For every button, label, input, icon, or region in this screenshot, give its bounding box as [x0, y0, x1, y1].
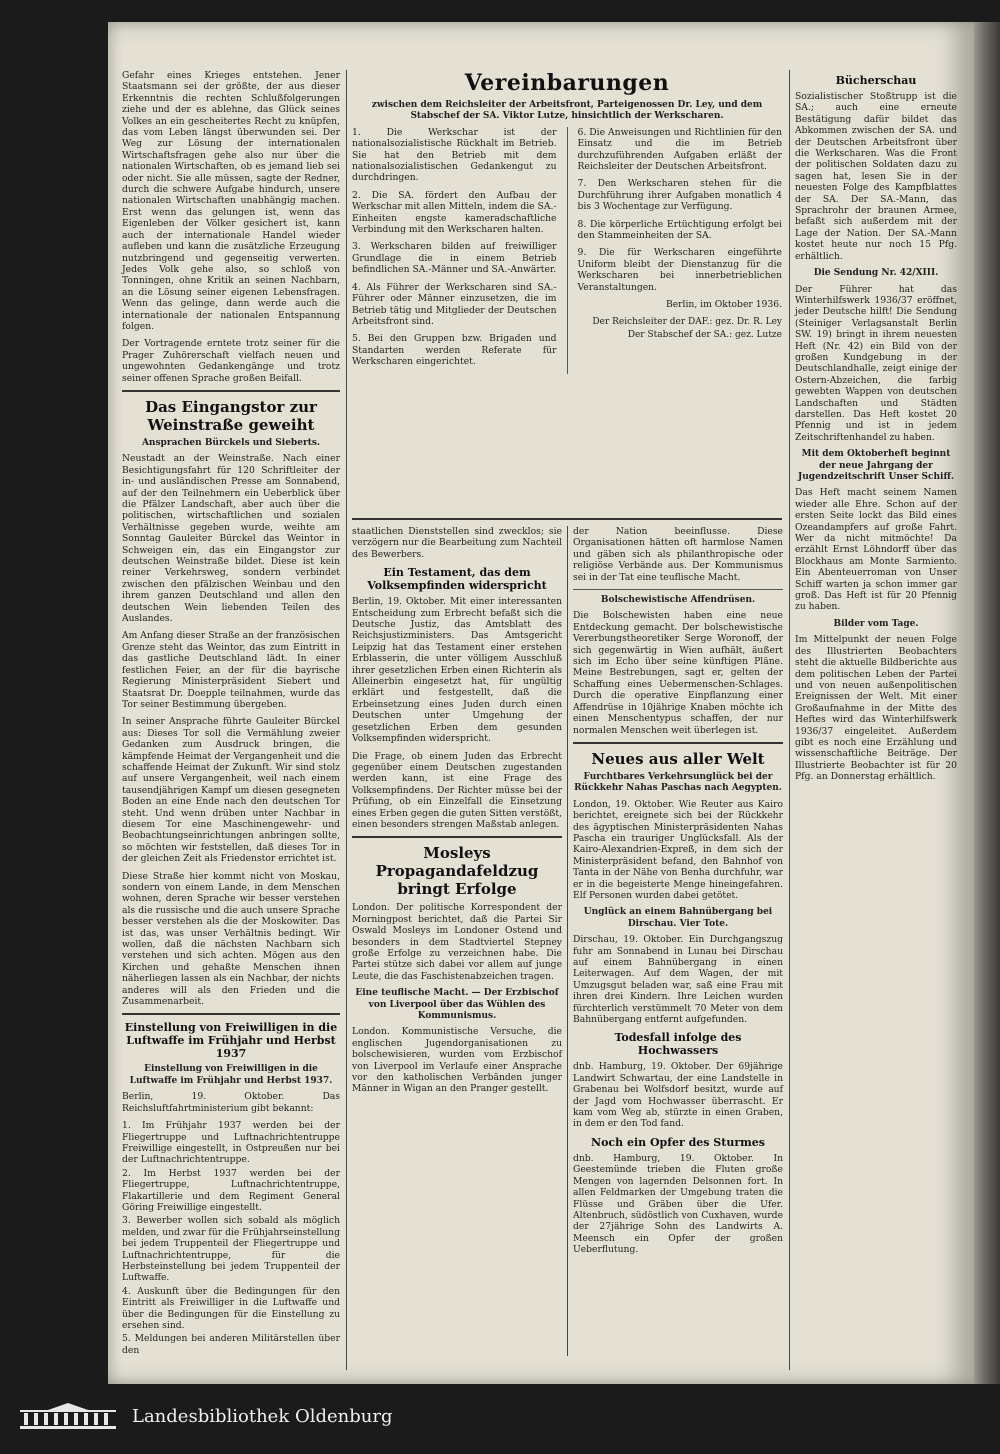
signature-ley: Der Reichsleiter der DAF.: gez. Dr. R. Ley [592, 316, 782, 327]
article-text: In seiner Ansprache führte Gauleiter Bürckel aus: Dieses Tor soll die Vermählung zweier Gedanken zum Ausdruck bringen, die kämpfende Heimat der Vergangenheit und die schaffende Heimat der Zukunft. Wir sind stolz auf unsere Vergangenheit, weil nach einem tausendjährigen Kampf um diesen gesegneten Boden an eine Ende nach den deutschen Tor steht. Und wenn drüben unter Nachbar in diesem Tor eine Maschinengewehr- und Beobachtungseinrichtungen anbringen sollte, so möchten wir feststellen, daß dieses Tor in der gleichen Zeit als Friedenstor errichtet ist. [122, 716, 340, 865]
article-text: Im Mittelpunkt der neuen Folge des Illustrierten Beobachters steht die aktuelle Bildberichte aus dem politischen Leben der Partei und von neuen außenpolitischen Ereignissen der Welt. Mit einer Großaufnahme in der Mitte des Heftes wird das Winterhilfswerk 1936/37 eingeleitet. Außerdem gibt es noch eine Erzählung und wissenschaftliche Beiträge. Der Illustrierte Beobachter ist für 20 Pfg. an Donnerstag erhältlich. [795, 634, 957, 783]
column-2 [352, 526, 562, 1101]
article-text: Gefahr eines Krieges entstehen. Jener Staatsmann sei der größte, der aus dieser Erkenntnis die rechten Schlußfolgerungen ziehe und der es ablehne, das Glück seines Volkes an ein gescheitertes Recht zu knüpfen, das vom Leben längst überwunden sei. Der Weg zur Lösung der internationalen Wirtschaftsfragen gehe also nur über die nationalen Wirtschaften, ob es jemand lieb sei oder nicht. Sie alle müssen, sagte der Redner, durch die schwere Aufgabe hindurch, unsere nationalen Wirtschaften unabhängig machen. Erst wenn das gelungen ist, wenn das Eigenleben der Völker gesichert ist, kann auch der internationale Handel wieder aufleben und kann die zusätzliche Erzeugung nutzbringend und gegenseitig verwerten. Jedes Volk gehe also, so schloß von Tonningen, ohne Kritik an seinen Nachbarn, an die Lösung seiner eigenen Lebensfragen. Wenn das gelinge, dann werde auch die internationale der nationalen Entspannung folgen. [122, 70, 340, 332]
article-text: dnb. Hamburg, 19. Oktober. Der 69jährige Landwirt Schwartau, der eine Landstelle in Grabenau bei Wolfsdorf besitzt, wurde auf der Jagd vom Hochwasser überrascht. Er kam vom Weg ab, stürzte in einen Graben, in dem er den Tod fand. [573, 1061, 783, 1130]
agreement-right [578, 127, 783, 374]
library-name: Landesbibliothek Oldenburg [132, 1406, 393, 1427]
agreement-item: 2. Die SA. fördert den Aufbau der Werkschar mit allen Mitteln, indem die SA.-Einheiten engste kameradschaftliche Verbindung mit den Werkscharen halten. [352, 189, 557, 236]
column-1 [122, 70, 340, 1358]
subheadline: Furchtbares Verkehrsunglück bei der Rückkehr Nahas Paschas nach Aegypten. [574, 771, 782, 794]
subheadline: Mit dem Oktoberheft beginnt der neue Jahrgang der Jugendzeitschrift Unser Schiff. [797, 449, 954, 482]
column-divider [346, 70, 347, 1370]
headline-weinstrasse: Das Eingangstor zur Weinstraße geweiht [145, 397, 317, 434]
agreement-item: 9. Die für Werkscharen eingeführte Uniform bleibt der Dienstanzug für die Werkscharen bei innerbetrieblichen Veranstaltungen. [577, 247, 782, 293]
column-divider [567, 526, 568, 1356]
subheadline-dirschau: Unglück an einem Bahnübergang bei Dirschau. Vier Tote. [583, 907, 773, 929]
headline-neues-aus-aller-welt: Neues aus aller Welt [591, 749, 765, 768]
subheadline: Die Sendung Nr. 42/XIII. [813, 268, 939, 279]
list-item: 3. Bewerber wollen sich sobald als möglich melden, und zwar für die Frühjahrseinstellung bei jedem Truppenteil der Fliegertruppe und Luftnachrichtentruppe, für die Herbsteinstellung bei jedem Truppenteil der Luftwaffe. [122, 1215, 340, 1284]
headline-mosley: Mosleys Propagandafeldzug bringt Erfolge [375, 844, 539, 899]
agreement-item: 5. Bei den Gruppen bzw. Brigaden und Standarten werden Referate für Werkscharen eingerichtet. [352, 333, 557, 368]
article-text: Neustadt an der Weinstraße. Nach einer Besichtigungsfahrt für 120 Schriftleiter der in- und ausländischen Presse am Sonnabend, auf der den Teilnehmern ein Ueberblick über die Pfälzer Landschaft, aber auch über die politischen, wirtschaftlichen und sozialen Verhältnisse gegeben wurde, weihte am Sonntag Gauleiter Bürckel das Weintor in Schweigen ein, das ein Eingangstor zur deutschen Weinstraße bildet. Diese ist kein reiner Verkehrsweg, sondern verbindet zwischen den pfälzischen Weinbau und den ihrem ganzen Deutschland und allen den deutschen Wein liebenden Teilen des Auslandes. [122, 453, 340, 625]
list-item: 4. Auskunft über die Bedingungen für den Eintritt als Freiwilliger in die Luftwaffe und über die Bedingungen für die Einstellung zu ersehen sind. [122, 1285, 340, 1331]
vereinbarungen-block [352, 66, 782, 374]
article-text: der Nation beeinflusse. Diese Organisationen hätten oft harmlose Namen und gäben sich als philanthropische oder religiöse Verbände aus. Der Kommunismus sei in der Tat eine teuflische Macht. [573, 526, 783, 583]
numbered-list [122, 1120, 340, 1356]
headline-affendruesen: Bolschewistische Affendrüsen. [600, 595, 756, 606]
agreement-item: 6. Die Anweisungen und Richtlinien für den Einsatz und die im Betrieb durchzuführenden Aufgaben erläßt der Reichsleiter der Deutschen Arbeitsfront. [577, 126, 782, 173]
library-logo-icon [18, 1402, 118, 1434]
article-text: Der Vortragende erntete trotz seiner für die Prager Zuhörerschaft vielfach neuen und ungewohnten Gedankengänge und trotz seiner offenen Sprache großen Beifall. [122, 338, 340, 384]
headline-vereinbarungen: Vereinbarungen [464, 70, 670, 96]
book-spine [974, 22, 1000, 1384]
subheadline: Ansprachen Bürckels und Sieberts. [141, 437, 321, 448]
article-text: Sozialistischer Stoßtrupp ist die SA.; auch eine erneute Bestätigung dafür bildet das Abkommen zwischen der SA. und der Deutschen Arbeitsfront über die Werkscharen. Was die Front der politischen Soldaten dazu zu sagen hat, lesen Sie in der neuesten Folge des Kampfblattes der SA. Der SA.-Mann, das Sprachrohr der braunen Armee, befaßt sich außerdem mit der Lage der Nation. Der SA.-Mann kostet heute nur noch 15 Pfg. erhältlich. [795, 91, 957, 262]
agreement-columns [352, 127, 782, 374]
headline-testament: Ein Testament, das dem Volksempfinden widerspricht [367, 566, 547, 593]
article-text: Das Heft macht seinem Namen wieder alle Ehre. Schon auf der ersten Seite lockt das Bild eines Ozeandampfers auf große Fahrt. Wer da nicht mitmöchte! Da erzählt Ernst Löhndorff über das Blockhaus am Monte Sarmiento. Ein Abenteuerroman von Unser Schiff warten ja schon immer gar groß. Das Heft ist für 20 Pfennig zu haben. [795, 487, 957, 613]
list-item: 1. Im Frühjahr 1937 werden bei der Fliegertruppe und Luftnachrichtentruppe Freiwillige eingestellt, in Ostpreußen nur bei der Luftnachrichtentruppe. [122, 1120, 340, 1166]
agreement-item: 3. Werkscharen bilden auf freiwilliger Grundlage die in einem Betrieb befindlichen SA.-Männer und SA.-Anwärter. [352, 241, 557, 276]
article-text: dnb. Hamburg, 19. Oktober. In Geestemünde trieben die Fluten große Mengen von lagernden Delsonnen fort. In allen Feldmarken der Umgebung traten die Flüsse und Gräben über die Ufer. Altenbruch, südöstlich von Cuxhaven, wurde der 27jährige Sohn des Landwirts A. Meensch ein Opfer der großen Ueberflutung. [573, 1152, 783, 1256]
list-item: 5. Meldungen bei anderen Militärstellen über den [122, 1333, 340, 1356]
headline-hochwasser: Todesfall infolge des Hochwassers [614, 1031, 742, 1058]
article-text: Berlin, 19. Oktober. Mit einer interessanten Entscheidung zum Erbrecht befaßt sich die Deutsche Justiz, das Amtsblatt des Reichsjustizministers. Das Amtsgericht Leipzig hat das Testament einer erstehen Erblasserin, die unter völligem Ausschluß ihrer gesetzlichen Erben einen Richterin als Alleinerbin eingesetzt hat, für ungültig erklärt und festgestellt, daß die Erbeinsetzung eines Juden durch einen Deutschen unter Umgehung der gesetzlichen Erben dem gesunden Volksempfinden widerspricht. [352, 596, 562, 745]
headline-luftwaffe: Einstellung von Freiwilligen in die Luftwaffe im Frühjahr und Herbst 1937 [124, 1021, 338, 1061]
article-text: Dirschau, 19. Oktober. Ein Durchgangszug fuhr am Sonnabend in Lunau bei Dirschau auf einem Bahnübergang in einen Leiterwagen. Auf dem Wagen, der mit Umzugsgut beladen war, saß eine Frau mit ihren drei Kindern. Ihre Leichen wurden fürchterlich verstümmelt 70 Meter von dem Bahnübergang entfernt aufgefunden. [573, 934, 783, 1026]
newspaper-page [108, 22, 974, 1384]
article-text: staatlichen Dienststellen sind zwecklos; sie verzögern nur die Bearbeitung zum Nachteil des Bewerbers. [352, 526, 562, 560]
agreement-left [352, 127, 557, 374]
divider [573, 742, 783, 744]
agreement-item: 4. Als Führer der Werkscharen sind SA.-Führer oder Männer einzusetzen, die im Betrieb tätig und Mitglieder der Deutschen Arbeitsfront sind. [352, 281, 557, 327]
headline-sturm: Noch ein Opfer des Sturmes [591, 1135, 765, 1149]
headline-buecherschau: Bücherschau [835, 74, 917, 87]
column-divider [789, 70, 790, 1370]
article-text: Die Frage, ob einem Juden das Erbrecht gegenüber einem Deutschen zugestanden werden kann, ist eine Frage des Volksempfindens. Der Richter müsse bei der Prüfung, ob ein Einzelfall die Einsetzung eines Erben gegen die guten Sitten verstößt, einen besonders strengen Maßstab anlegen. [352, 750, 562, 830]
article-text: Berlin, 19. Oktober. Das Reichsluftfahrtministerium gibt bekannt: [122, 1091, 340, 1114]
divider [122, 1013, 340, 1015]
article-text: Der Führer hat das Winterhilfswerk 1936/37 eröffnet, jeder Deutsche hilft! Die Sendung (Steiniger Verlagsanstalt Berlin SW. 19) bringt in ihrem neuesten Heft (Nr. 42) ein Bild von der großen Kundgebung in der Deutschlandhalle, zeigt einige der Ostern-Abzeichen, die farbig gewebten Wappen von deutschen Landschaften und Städten darstellen. Das Heft kostet 20 Pfennig und ist in jedem Zeitschriftenhandel zu haben. [795, 283, 957, 443]
column-3 [573, 526, 783, 1262]
article-text: London. Der politische Korrespondent der Morningpost berichtet, daß die Partei Sir Oswald Mosleys im Londoner Ostend und besonders in dem Stadtviertel Stepney große Erfolge zu verzeichnen habe. Die Partei stütze sich dabei vor allem auf junge Leute, die das Faschistenabzeichen tragen. [352, 902, 562, 982]
signature-lutze: Der Stabschef der SA.: gez. Lutze [627, 329, 782, 340]
subheadline: Bilder vom Tage. [833, 618, 919, 629]
divider [352, 518, 782, 520]
article-text: Die Bolschewisten haben eine neue Entdeckung gemacht. Der bolschewistische Vererbungstheoretiker Serge Woronoff, der sich gegenwärtig in Wien aufhält, äußert sich im Echo über seine künftigen Pläne. Meine Bestrebungen, sagt er, gelten der Schaffung eines Uebermenschen-Schlages. Durch die operative Einpflanzung einer Affendrüse in 10jährige Knaben möchte ich einen Menschentypus schaffen, der nur normalen Menschen weit überlegen ist. [573, 610, 783, 736]
agreement-item: 8. Die körperliche Ertüchtigung erfolgt bei den Stammeinheiten der SA. [577, 218, 782, 242]
agreement-item: 1. Die Werkschar ist der nationalsozialistische Rückhalt im Betrieb. Sie hat den Betrieb mit dem nationalsozialistischen Gedankengut zu durchdringen. [352, 126, 557, 184]
subheadline: Einstellung von Freiwilligen in die Luftwaffe im Frühjahr und Herbst 1937. [129, 1064, 333, 1086]
article-text: Diese Straße hier kommt nicht von Moskau, sondern von einem Lande, in dem Menschen wohnen, deren Sprache wir besser verstehen als die russische und die auch unsere Sprache besser verstehen als die der Moskowiter. Das ist das, was unser Verhältnis bedingt. Wir wollen, daß die nächsten Nachbarn sich verstehen und sich achten. Mögen aus den Kirchen und gehaßte Menschen ihnen näherliegen lassen als ein Nachbar, der nichts anderes will als den Frieden und die Zusammenarbeit. [122, 870, 340, 1008]
article-text: London. Kommunistische Versuche, die englischen Jugendorganisationen zu bolschewisieren, wurden vom Erzbischof von Liverpool im Verlaufe einer Ansprache vor den katholischen Verbänden junger Männer in Wigan an den Pranger gestellt. [352, 1026, 562, 1095]
article-text: Am Anfang dieser Straße an der französischen Grenze steht das Weintor, das zum Eintritt in das gastliche Deutschland lädt. In einer festlichen Feier, an der für die bayrische Regierung Ministerpräsident Siebert und Staatsrat Dr. Doepple teilnahmen, wurde das Tor seiner Bestimmung übergeben. [122, 630, 340, 710]
list-item: 2. Im Herbst 1937 werden bei der Fliegertruppe, Luftnachrichtentruppe, Flakartillerie und dem Regiment General Göring Freiwillige eingestellt. [122, 1167, 340, 1213]
agreement-date: Berlin, im Oktober 1936. [665, 299, 782, 311]
divider [122, 390, 340, 392]
column-4 [795, 70, 957, 789]
article-text: London, 19. Oktober. Wie Reuter aus Kairo berichtet, ereignete sich bei der Rückkehr des ägyptischen Ministerpräsidenten Nahas Pascha ein trauriger Unglücksfall. Als der Kairo-Alexandrien-Expreß, in dem sich der Ministerpräsident befand, den Bahnhof von Tanta in der Nähe von Benha durchfuhr, war er in die begeisterte Menge hineingefahren. Elf Personen wurden dabei getötet. [573, 798, 783, 901]
divider [573, 589, 783, 590]
subheadline: zwischen dem Reichsleiter der Arbeitsfront, Parteigenossen Dr. Ley, und dem Stabschef der SA. Viktor Lutze, hinsichtlich der Werkscharen. [371, 100, 763, 122]
subheadline: Eine teuflische Macht. — Der Erzbischof von Liverpool über das Wühlen des Kommunismus. [355, 988, 559, 1021]
divider [352, 836, 562, 838]
column-divider [567, 127, 568, 374]
footer-bar [0, 1384, 1000, 1454]
agreement-item: 7. Den Werkscharen stehen für die Durchführung ihrer Aufgaben monatlich 4 bis 3 Wochentage zur Verfügung. [577, 178, 782, 213]
